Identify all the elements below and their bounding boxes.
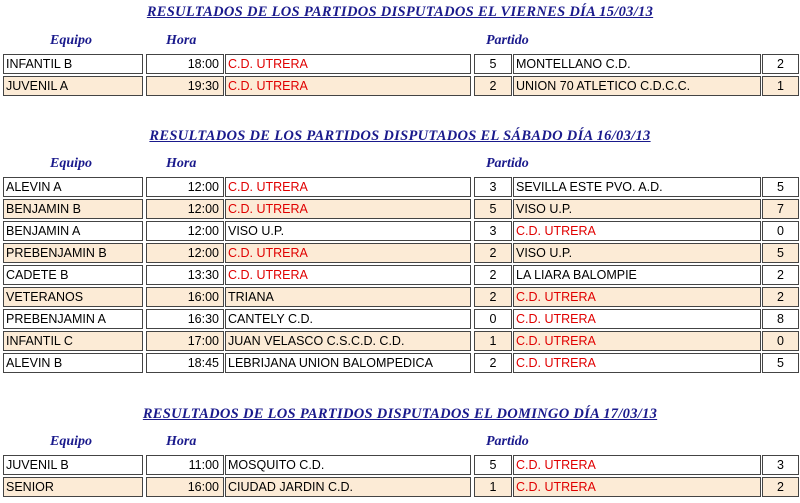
cell-equipo: ALEVIN B — [3, 353, 143, 373]
cell-visitante: C.D. UTRERA — [513, 287, 761, 307]
cell-equipo: PREBENJAMIN A — [3, 309, 143, 329]
cell-gl: 2 — [474, 265, 512, 285]
table-row — [3, 243, 797, 263]
cell-visitante: C.D. UTRERA — [513, 221, 761, 241]
cell-local: TRIANA — [225, 287, 471, 307]
table-row — [3, 353, 797, 373]
cell-gl: 2 — [474, 287, 512, 307]
cell-local: C.D. UTRERA — [225, 76, 471, 96]
cell-visitante: VISO U.P. — [513, 243, 761, 263]
table-row — [3, 199, 797, 219]
cell-gv: 2 — [762, 265, 799, 285]
header-partido: Partido — [486, 434, 529, 449]
cell-hora: 16:30 — [146, 309, 224, 329]
section-title-domingo: RESULTADOS DE LOS PARTIDOS DISPUTADOS EL DOMINGO DÍA 17/03/13 — [142, 406, 658, 422]
header-equipo: Equipo — [50, 156, 93, 171]
table-row — [3, 309, 797, 329]
cell-equipo: BENJAMIN B — [3, 199, 143, 219]
cell-hora: 18:00 — [146, 54, 224, 74]
header-partido: Partido — [486, 156, 529, 171]
cell-gl: 0 — [474, 309, 512, 329]
table-row — [3, 331, 797, 351]
cell-gv: 8 — [762, 309, 799, 329]
table-row — [3, 477, 797, 497]
cell-hora: 19:30 — [146, 76, 224, 96]
cell-gv: 0 — [762, 331, 799, 351]
table-row — [3, 177, 797, 197]
cell-visitante: SEVILLA ESTE PVO. A.D. — [513, 177, 761, 197]
cell-local: MOSQUITO C.D. — [225, 455, 471, 475]
header-equipo: Equipo — [50, 33, 93, 48]
cell-gl: 5 — [474, 54, 512, 74]
cell-visitante: C.D. UTRERA — [513, 331, 761, 351]
cell-equipo: INFANTIL B — [3, 54, 143, 74]
cell-local: C.D. UTRERA — [225, 265, 471, 285]
cell-visitante: C.D. UTRERA — [513, 455, 761, 475]
cell-equipo: JUVENIL A — [3, 76, 143, 96]
cell-hora: 16:00 — [146, 477, 224, 497]
cell-visitante: MONTELLANO C.D. — [513, 54, 761, 74]
cell-visitante: UNION 70 ATLETICO C.D.C.C. — [513, 76, 761, 96]
cell-gv: 0 — [762, 221, 799, 241]
table-row — [3, 54, 797, 74]
cell-hora: 16:00 — [146, 287, 224, 307]
cell-hora: 11:00 — [146, 455, 224, 475]
cell-gv: 2 — [762, 477, 799, 497]
cell-hora: 18:45 — [146, 353, 224, 373]
cell-gv: 5 — [762, 243, 799, 263]
table-row — [3, 76, 797, 96]
cell-hora: 12:00 — [146, 177, 224, 197]
cell-gv: 7 — [762, 199, 799, 219]
section-title-viernes: RESULTADOS DE LOS PARTIDOS DISPUTADOS EL VIERNES DÍA 15/03/13 — [146, 4, 654, 20]
cell-gv: 1 — [762, 76, 799, 96]
table-row — [3, 287, 797, 307]
cell-gl: 2 — [474, 243, 512, 263]
cell-local: JUAN VELASCO C.S.C.D. C.D. — [225, 331, 471, 351]
cell-visitante: C.D. UTRERA — [513, 477, 761, 497]
cell-equipo: PREBENJAMIN B — [3, 243, 143, 263]
cell-gl: 3 — [474, 177, 512, 197]
cell-equipo: SENIOR — [3, 477, 143, 497]
cell-local: VISO U.P. — [225, 221, 471, 241]
cell-local: C.D. UTRERA — [225, 243, 471, 263]
cell-local: C.D. UTRERA — [225, 177, 471, 197]
cell-gl: 5 — [474, 199, 512, 219]
table-row — [3, 455, 797, 475]
cell-gv: 3 — [762, 455, 799, 475]
cell-equipo: BENJAMIN A — [3, 221, 143, 241]
cell-equipo: ALEVIN A — [3, 177, 143, 197]
cell-visitante: C.D. UTRERA — [513, 309, 761, 329]
cell-equipo: INFANTIL C — [3, 331, 143, 351]
cell-gl: 3 — [474, 221, 512, 241]
cell-hora: 13:30 — [146, 265, 224, 285]
cell-visitante: C.D. UTRERA — [513, 353, 761, 373]
cell-local: LEBRIJANA UNION BALOMPEDICA — [225, 353, 471, 373]
cell-gv: 5 — [762, 353, 799, 373]
cell-gv: 2 — [762, 54, 799, 74]
cell-gl: 1 — [474, 331, 512, 351]
cell-equipo: CADETE B — [3, 265, 143, 285]
cell-hora: 12:00 — [146, 243, 224, 263]
header-hora: Hora — [166, 434, 197, 449]
cell-equipo: JUVENIL B — [3, 455, 143, 475]
section-title-sabado: RESULTADOS DE LOS PARTIDOS DISPUTADOS EL SÁBADO DÍA 16/03/13 — [149, 128, 651, 144]
header-hora: Hora — [166, 33, 197, 48]
cell-equipo: VETERANOS — [3, 287, 143, 307]
cell-local: CANTELY C.D. — [225, 309, 471, 329]
header-partido: Partido — [486, 33, 529, 48]
header-equipo: Equipo — [50, 434, 93, 449]
table-row — [3, 221, 797, 241]
table-row — [3, 265, 797, 285]
header-hora: Hora — [166, 156, 197, 171]
cell-visitante: LA LIARA BALOMPIE — [513, 265, 761, 285]
cell-local: C.D. UTRERA — [225, 199, 471, 219]
cell-hora: 17:00 — [146, 331, 224, 351]
cell-local: CIUDAD JARDIN C.D. — [225, 477, 471, 497]
cell-gl: 1 — [474, 477, 512, 497]
cell-hora: 12:00 — [146, 199, 224, 219]
cell-gv: 2 — [762, 287, 799, 307]
cell-gl: 5 — [474, 455, 512, 475]
cell-gv: 5 — [762, 177, 799, 197]
cell-hora: 12:00 — [146, 221, 224, 241]
cell-gl: 2 — [474, 353, 512, 373]
cell-visitante: VISO U.P. — [513, 199, 761, 219]
cell-gl: 2 — [474, 76, 512, 96]
cell-local: C.D. UTRERA — [225, 54, 471, 74]
